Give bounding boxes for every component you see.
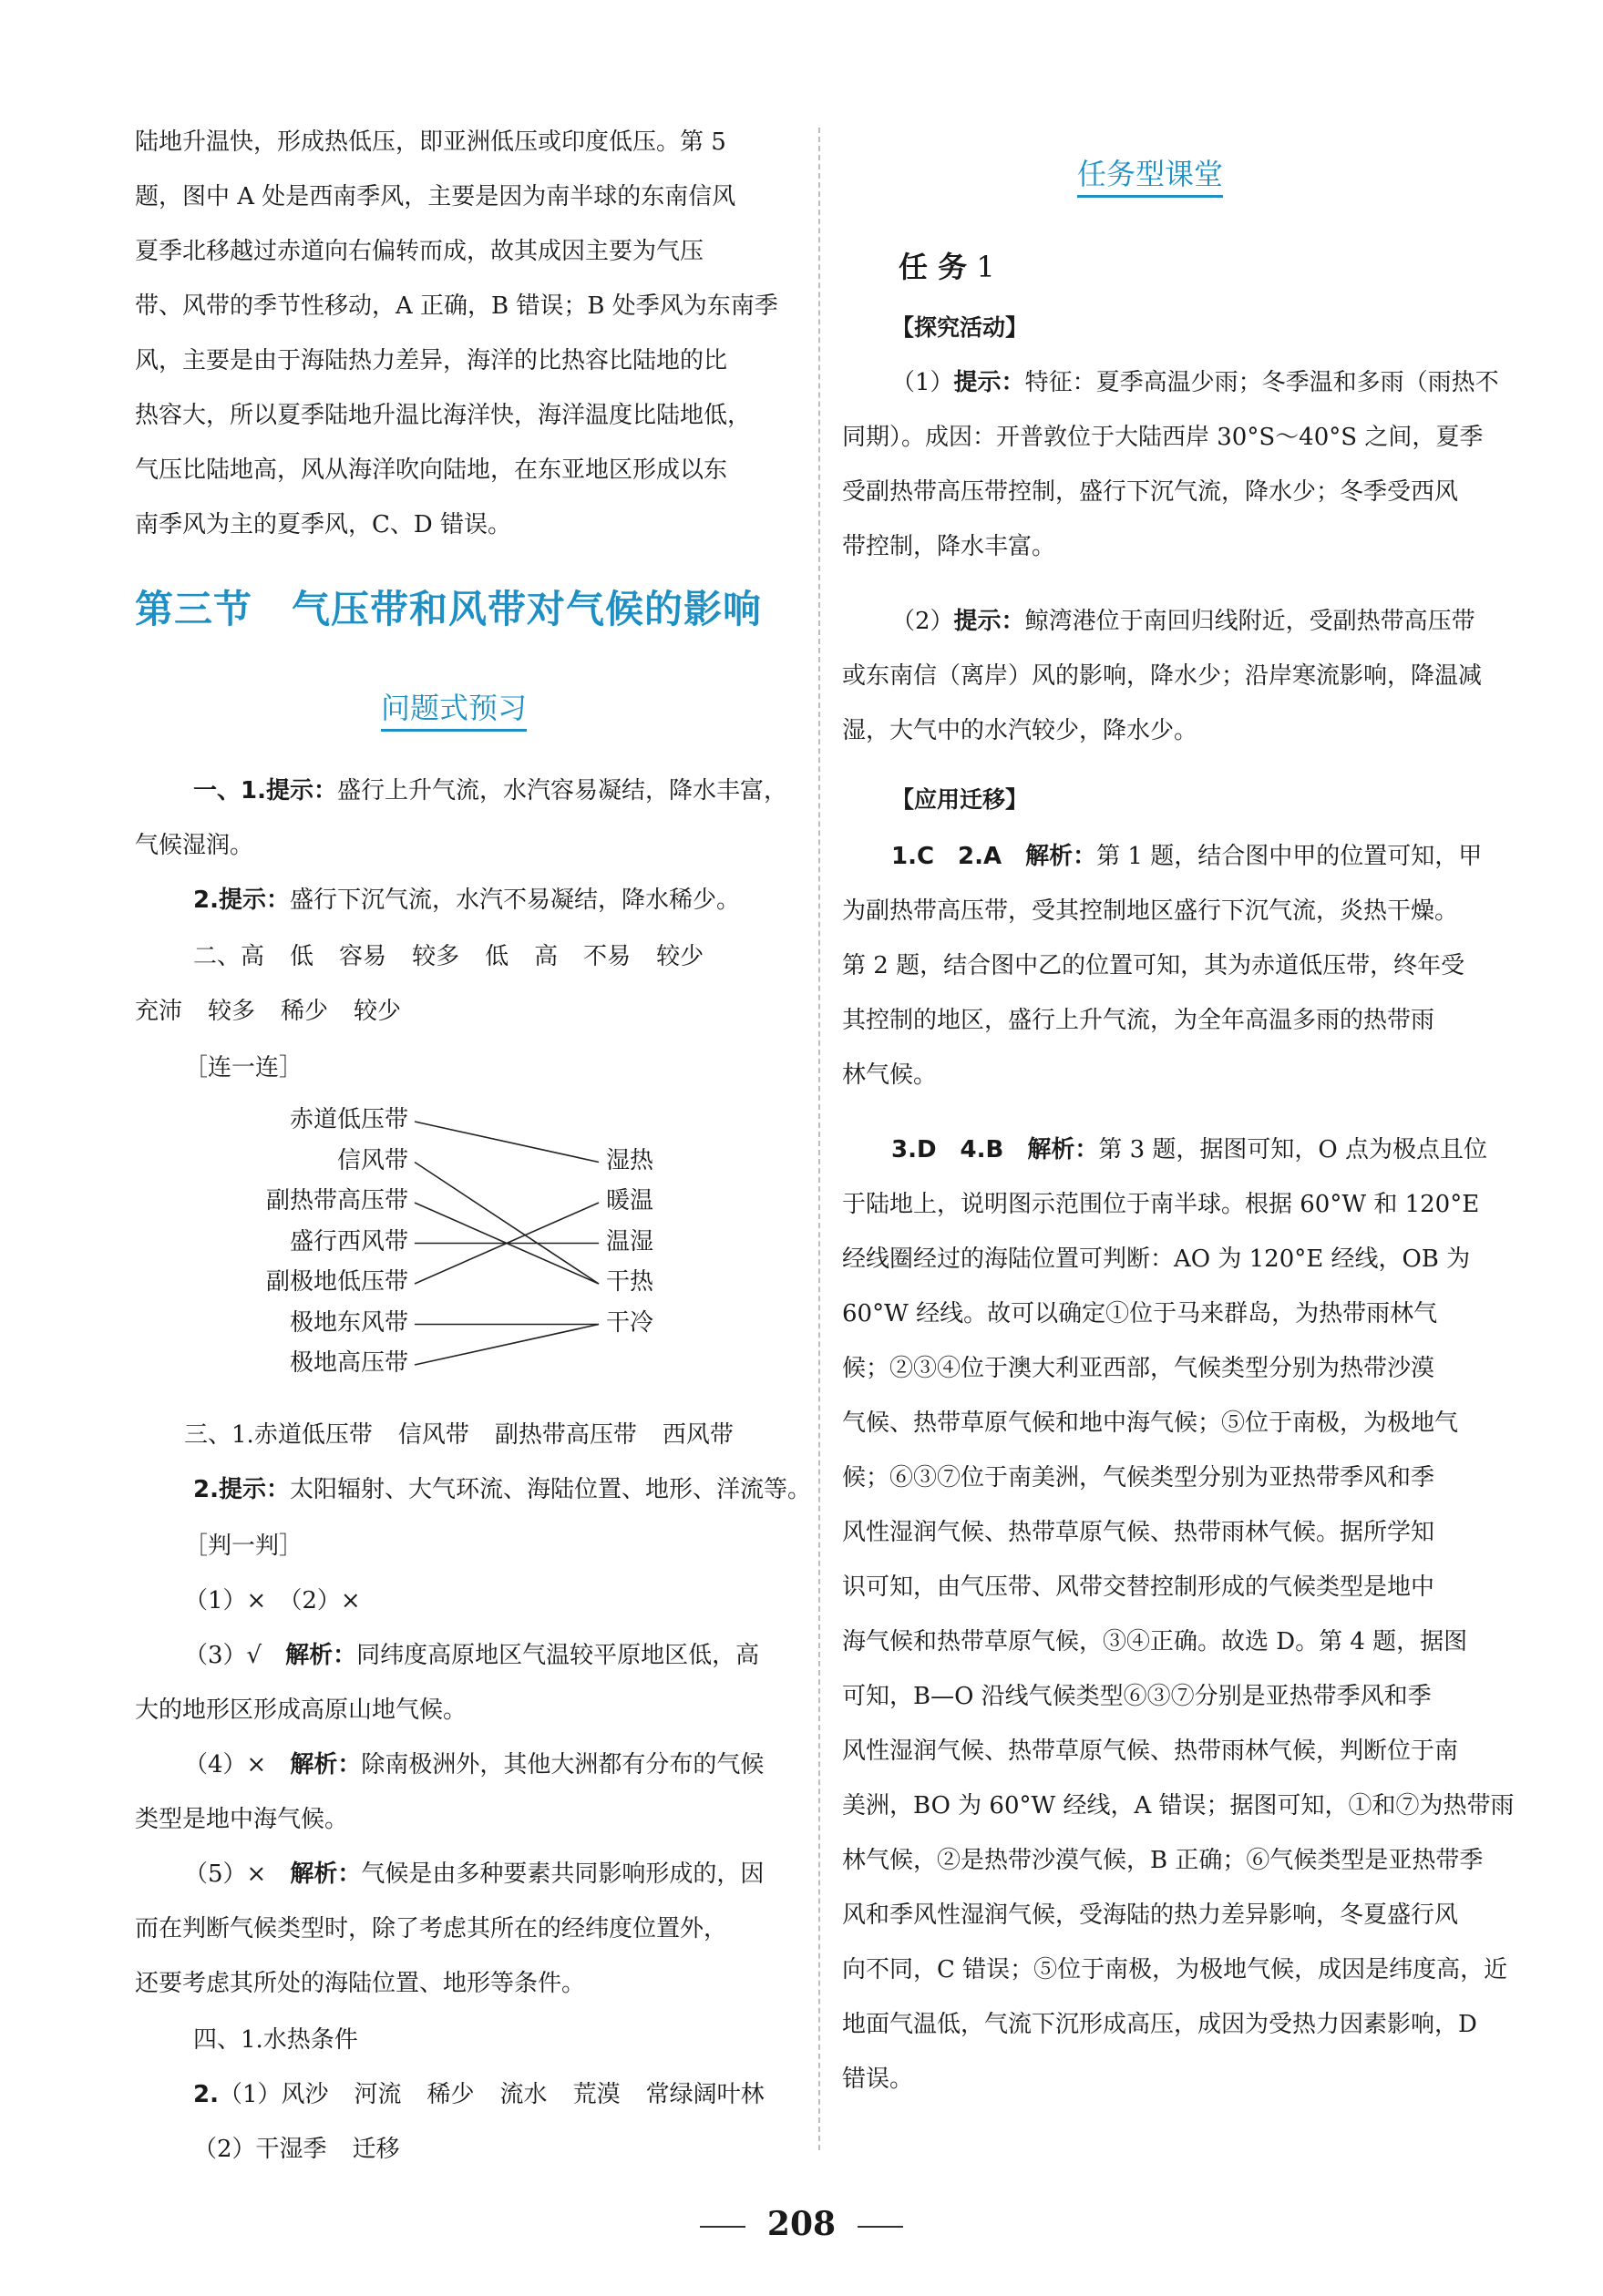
explanation-line: 可知，B—O 沿线气候类型⑥③⑦分别是亚热带季风和季 — [842, 1683, 1432, 1710]
q3-1-prefix: 三、1. — [184, 1421, 254, 1449]
explanation-line: 识可知，由气压带、风带交替控制形成的气候类型是地中 — [842, 1573, 1435, 1601]
answer-word: 常绿阔叶林 — [645, 2081, 765, 2108]
intro-line: 题，图中 A 处是西南季风，主要是因为南半球的东南信风 — [135, 183, 736, 210]
e2-label: 提示： — [953, 608, 1025, 635]
q3-1 — [184, 1417, 785, 1453]
q3-2-label: 2.提示： — [193, 1476, 290, 1503]
match-connector — [415, 1325, 599, 1366]
explanation-line: 第 2 题，结合图中乙的位置可知，其为赤道低压带，终年受 — [842, 952, 1465, 979]
explanation-line: 候；②③④位于澳大利亚西部，气候类型分别为热带沙漠 — [842, 1355, 1435, 1382]
e1-line-3: 带控制，降水丰富。 — [842, 533, 1056, 560]
match-left-item: 副极地低压带 — [265, 1268, 408, 1296]
matching-diagram — [146, 1107, 693, 1408]
answer-word: 高 — [534, 943, 559, 970]
answer-word: 较多 — [208, 998, 256, 1025]
answer-word: 低 — [485, 943, 509, 970]
j5-text: 气候是由多种要素共同影响形成的，因 — [361, 1860, 765, 1888]
judge-5-cont2: 还要考虑其所处的海陆位置、地形等条件。 — [135, 1970, 586, 1997]
explanation-line: 错误。 — [842, 2065, 914, 2093]
page-number-dash-left — [700, 2226, 745, 2228]
q1-1-text: 盛行上升气流，水汽容易凝结，降水丰富， — [336, 777, 787, 805]
explanation-line: 林气候，②是热带沙漠气候，B 正确；⑥气候类型是亚热带季 — [842, 1847, 1484, 1874]
answer-word: （1）风沙 — [218, 2081, 329, 2108]
answer-word: （2）干湿季 — [193, 2136, 327, 2163]
match-left-item: 赤道低压带 — [289, 1106, 408, 1133]
q4-2-line2 — [193, 2131, 451, 2168]
explanation-line: 美洲，BO 为 60°W 经线，A 错误；据图可知，①和⑦为热带雨 — [842, 1792, 1515, 1819]
e1-first — [891, 364, 1499, 401]
match-right-item: 温湿 — [606, 1227, 654, 1256]
e2-prefix: （2） — [891, 608, 954, 635]
match-left-item: 极地高压带 — [289, 1349, 408, 1377]
answer-word: 稀少 — [426, 2081, 475, 2108]
q1-1 — [193, 773, 787, 809]
a1-first — [891, 838, 1482, 875]
match-right-item: 干热 — [606, 1268, 654, 1296]
answer-word: 稀少 — [281, 998, 329, 1025]
j3-text: 同纬度高原地区气温较平原地区低，高 — [356, 1642, 760, 1669]
e1-line-0: 特征：夏季高温少雨；冬季温和多雨（雨热不 — [1024, 369, 1499, 396]
q1-2-text: 盛行下沉气流，水汽不易凝结，降水稀少。 — [289, 887, 740, 914]
e1-label: 提示： — [953, 369, 1025, 396]
match-left-item: 信风带 — [336, 1146, 408, 1174]
page-number-dash-right — [858, 2226, 903, 2228]
explore-label: 【探究活动】 — [891, 314, 1029, 341]
a3-answers: 3.D 4.B — [891, 1136, 1028, 1163]
explanation-line: 林气候。 — [842, 1061, 938, 1089]
j5-prefix: （5）× — [184, 1860, 291, 1888]
a1-answers: 1.C 2.A — [891, 843, 1026, 870]
match-label: ［连一连］ — [184, 1054, 303, 1081]
e2-line-1: 或东南信（离岸）风的影响，降水少；沿岸寒流影响，降温减 — [842, 662, 1483, 690]
explanation-line: 向不同，C 错误；⑤位于南极，为极地气候，成因是纬度高，近 — [842, 1956, 1508, 1983]
match-connector — [415, 1122, 599, 1163]
intro-line: 夏季北移越过赤道向右偏转而成，故其成因主要为气压 — [135, 238, 704, 265]
answer-word: 低 — [290, 943, 314, 970]
preview-title: 问题式预习 — [381, 685, 527, 732]
judge-4-cont: 类型是地中海气候。 — [135, 1806, 349, 1833]
intro-line: 气压比陆地高，风从海洋吹向陆地，在东亚地区形成以东 — [135, 456, 728, 484]
j5-label: 解析： — [290, 1860, 362, 1888]
intro-line: 热容大，所以夏季陆地升温比海洋快，海洋温度比陆地低， — [135, 402, 752, 429]
a3-first — [891, 1132, 1487, 1168]
explanation-line: 候；⑥③⑦位于南美洲，气候类型分别为亚热带季风和季 — [842, 1464, 1435, 1491]
q3-2-text: 太阳辐射、大气环流、海陆位置、地形、洋流等。 — [289, 1476, 811, 1503]
column-divider — [818, 128, 820, 2150]
class-title: 任务型课堂 — [1077, 151, 1223, 198]
judge-1-2: （1）× （2）× — [184, 1587, 361, 1614]
explanation-line: 60°W 经线。故可以确定①位于马来群岛，为热带雨林气 — [842, 1300, 1438, 1327]
judge-5 — [184, 1856, 764, 1892]
q1-2 — [193, 882, 740, 918]
section-title: 第三节 气压带和风带对气候的影响 — [135, 587, 763, 631]
match-left-item: 副热带高压带 — [265, 1187, 408, 1215]
j4-label: 解析： — [290, 1751, 362, 1778]
a1-label: 解析： — [1025, 843, 1097, 870]
answer-word: 较少 — [354, 998, 402, 1025]
judge-5-cont1: 而在判断气候类型时，除了考虑其所在的经纬度位置外， — [135, 1915, 728, 1942]
judge-label: ［判一判］ — [184, 1532, 303, 1560]
apply-label: 【应用迁移】 — [891, 786, 1029, 813]
answer-word: 流水 — [499, 2081, 548, 2108]
j3-prefix: （3）√ — [184, 1642, 286, 1669]
a3-label: 解析： — [1027, 1136, 1099, 1163]
task-heading — [899, 244, 995, 286]
task-number: 1 — [976, 250, 995, 284]
match-left-item: 极地东风带 — [289, 1308, 408, 1337]
answer-word: 荒漠 — [572, 2081, 621, 2108]
intro-line: 风，主要是由于海陆热力差异，海洋的比热容比陆地的比 — [135, 347, 728, 374]
answer-word: 充沛 — [135, 998, 183, 1025]
e2-line-0: 鲸湾港位于南回归线附近，受副热带高压带 — [1024, 608, 1475, 635]
answer-word: 副热带高压带 — [494, 1421, 637, 1449]
explanation-line: 风和季风性湿润气候，受海陆的热力差异影响，冬夏盛行风 — [842, 1901, 1459, 1929]
answer-word: 西风带 — [662, 1421, 734, 1449]
match-connector — [415, 1163, 599, 1285]
q1-1-label: 一、1.提示： — [193, 777, 337, 805]
a1-line-0: 第 1 题，结合图中甲的位置可知，甲 — [1096, 843, 1483, 870]
match-right-item: 暖温 — [606, 1187, 654, 1215]
a3-line-0: 第 3 题，据图可知，O 点为极点且位 — [1098, 1136, 1488, 1163]
e1-prefix: （1） — [891, 369, 954, 396]
task-label: 任 务 — [899, 250, 968, 284]
explanation-line: 地面气温低，气流下沉形成高压，成因为受热力因素影响，D — [842, 2011, 1477, 2038]
intro-line: 南季风为主的夏季风，C、D 错误。 — [135, 511, 512, 538]
explanation-line: 经线圈经过的海陆位置可判断：AO 为 120°E 经线，OB 为 — [842, 1245, 1471, 1273]
explanation-line: 为副热带高压带，受其控制地区盛行下沉气流，炎热干燥。 — [842, 897, 1459, 925]
match-right-item: 干冷 — [606, 1308, 654, 1337]
explanation-line: 风性湿润气候、热带草原气候、热带雨林气候，判断位于南 — [842, 1737, 1459, 1765]
match-left-item: 盛行西风带 — [289, 1227, 408, 1256]
answer-word: 较少 — [656, 943, 704, 970]
explanation-line: 海气候和热带草原气候，③④正确。故选 D。第 4 题，据图 — [842, 1628, 1468, 1655]
e1-line-2: 受副热带高压带控制，盛行下沉气流，降水少；冬季受西风 — [842, 478, 1459, 506]
judge-3-cont: 大的地形区形成高原山地气候。 — [135, 1696, 468, 1724]
answer-word: 高 — [241, 943, 265, 970]
answer-word: 迁移 — [352, 2136, 400, 2163]
page-number — [0, 2205, 1603, 2243]
intro-line: 陆地升温快，形成热低压，即亚洲低压或印度低压。第 5 — [135, 128, 726, 156]
q4-1: 四、1.水热条件 — [193, 2026, 358, 2054]
answer-word: 信风带 — [397, 1421, 469, 1449]
explanation-line: 风性湿润气候、热带草原气候、热带雨林气候。据所学知 — [842, 1519, 1435, 1546]
q2-prefix: 二、 — [193, 943, 241, 970]
answer-word: 河流 — [354, 2081, 402, 2108]
q1-1-cont: 气候湿润。 — [135, 832, 254, 859]
answer-word: 赤道低压带 — [253, 1421, 373, 1449]
q4-2 — [193, 2076, 816, 2113]
intro-line: 带、风带的季节性移动，A 正确，B 错误；B 处季风为东南季 — [135, 292, 778, 320]
explanation-line: 其控制的地区，盛行上升气流，为全年高温多雨的热带雨 — [842, 1007, 1435, 1034]
judge-3 — [184, 1637, 759, 1674]
q2-line-2 — [135, 993, 452, 1030]
page-number-text: 208 — [766, 2205, 837, 2243]
j4-text: 除南极洲外，其他大洲都有分布的气候 — [361, 1751, 765, 1778]
j3-label: 解析： — [285, 1642, 357, 1669]
judge-4 — [184, 1747, 764, 1783]
e2-line-2: 湿，大气中的水汽较少，降水少。 — [842, 717, 1198, 744]
answer-word: 较多 — [412, 943, 460, 970]
j4-prefix: （4）× — [184, 1751, 291, 1778]
q3-2 — [193, 1471, 811, 1508]
explanation-line: 于陆地上，说明图示范围位于南半球。根据 60°W 和 120°E — [842, 1191, 1480, 1218]
q4-2-prefix: 2. — [193, 2081, 219, 2108]
q1-2-label: 2.提示： — [193, 887, 290, 914]
answer-word: 不易 — [583, 943, 632, 970]
e1-line-1: 同期）。成因：开普敦位于大陆西岸 30°S～40°S 之间，夏季 — [842, 424, 1484, 451]
q2-line-1 — [193, 938, 755, 975]
explanation-line: 气候、热带草原气候和地中海气候；⑤位于南极，为极地气 — [842, 1409, 1459, 1437]
e2-first — [891, 603, 1475, 640]
match-right-item: 湿热 — [606, 1146, 654, 1174]
answer-word: 容易 — [339, 943, 387, 970]
